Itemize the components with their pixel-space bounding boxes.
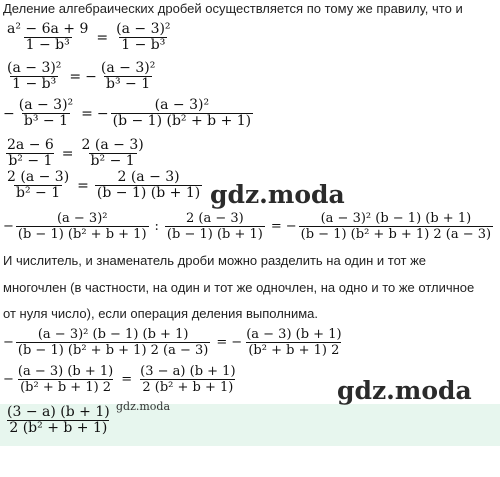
- fraction: $\frac{2 (a - 3)}{\text{b² − 1}}$: [81, 137, 144, 169]
- fraction: $\frac{\text{(a − 3)²}}{\text{(b − 1) (b² + b + 1)}}$: [17, 211, 147, 242]
- equation-7: − $\frac{\text{(a − 3)² (b − 1) (b + 1)}}{\text{(b − 1) (b² + b + 1) 2 (a − 3)}}$ = − $\frac{(a - 3) (b + 1)}{\text{(b² + b + 1) 2}}$: [3, 327, 342, 358]
- equation-1: $\frac{\text{a² − 6a + 9}}{\text{1 − b³}}$ = $\frac{\text{(a − 3)²}}{\text{1 − b³}}$: [7, 21, 171, 53]
- intro-text: Деление алгебраических дробей осуществляется по тому же правилу, что и: [3, 1, 463, 16]
- watermark: gdz.moda: [337, 376, 472, 405]
- fraction: $\frac{\text{(a − 3)² (b − 1) (b + 1)}}{\text{(b − 1) (b² + b + 1) 2 (a − 3)}}$: [17, 327, 209, 358]
- fraction: $\frac{2a - 6}{\text{b² − 1}}$: [7, 137, 54, 169]
- equation-2: $\frac{\text{(a − 3)²}}{\text{1 − b³}}$ = − $\frac{\text{(a − 3)²}}{\text{b³ − 1}}$: [7, 60, 156, 92]
- fraction: $\frac{\text{(a − 3)²}}{\text{b³ − 1}}$: [100, 60, 156, 92]
- fraction: $\frac{2 (a - 3)}{(b - 1) (b + 1)}$: [96, 169, 201, 201]
- fraction: $\frac{\text{(a − 3)²}}{\text{b³ − 1}}$: [18, 97, 74, 129]
- fraction: $\frac{2 (a - 3)}{\text{b² − 1}}$: [7, 169, 70, 201]
- fraction: $\frac{\text{(a − 3)²}}{\text{1 − b³}}$: [7, 60, 62, 92]
- explanation-line-2: многочлен (в частности, на один и тот же одночлен, на одно и то же отличное: [3, 280, 475, 295]
- fraction: $\frac{(a - 3) (b + 1)}{\text{(b² + b + 1) 2}}$: [246, 327, 342, 358]
- explanation-line-3: от нуля число), если операция деления выполнима.: [3, 306, 319, 321]
- fraction: $\frac{\text{(a − 3)²}}{\text{(b − 1) (b² + b + 1)}}$: [112, 97, 252, 129]
- equation-6: − $\frac{\text{(a − 3)²}}{\text{(b − 1) (b² + b + 1)}}$ : $\frac{2 (a - 3)}{(b - 1) (b + 1)}$ = − $\frac{\text{(a − 3)² (b − 1) (b + 1)}}{\text{(b − 1) (b² + b + 1) 2 (a − 3)}}$: [3, 211, 492, 242]
- fraction: $\frac{(a - 3) (b + 1)}{\text{(b² + b + 1) 2}}$: [17, 364, 114, 395]
- explanation-line-1: И числитель, и знаменатель дроби можно разделить на один и тот же: [3, 253, 427, 268]
- fraction: $\frac{(3 - a) (b + 1)}{\text{2 (b² + b + 1)}}$: [140, 364, 236, 395]
- fraction: $\frac{\text{(a − 3)²}}{\text{1 − b³}}$: [116, 21, 171, 53]
- equation-4: $\frac{2a - 6}{\text{b² − 1}}$ = $\frac{2 (a - 3)}{\text{b² − 1}}$: [7, 137, 144, 169]
- fraction: $\frac{\text{(a − 3)² (b − 1) (b + 1)}}{\text{(b − 1) (b² + b + 1) 2 (a − 3)}}$: [300, 211, 492, 242]
- fraction: $\frac{2 (a - 3)}{(b - 1) (b + 1)}$: [166, 211, 263, 242]
- watermark: gdz.moda: [210, 180, 345, 209]
- answer-fraction: $\frac{(3 - a) (b + 1)}{\text{2 (b² + b + 1)}}$: [7, 404, 110, 436]
- equation-5: $\frac{2 (a - 3)}{\text{b² − 1}}$ = $\frac{2 (a - 3)}{(b - 1) (b + 1)}$: [7, 169, 201, 201]
- watermark-small: gdz.moda: [116, 400, 171, 413]
- equation-8: − $\frac{(a - 3) (b + 1)}{\text{(b² + b + 1) 2}}$ = $\frac{(3 - a) (b + 1)}{\text{2 (b² + b + 1)}}$: [3, 364, 236, 395]
- fraction: $\frac{\text{a² − 6a + 9}}{\text{1 − b³}}$: [7, 21, 89, 53]
- equation-3: − $\frac{\text{(a − 3)²}}{\text{b³ − 1}}$ = − $\frac{\text{(a − 3)²}}{\text{(b − 1) (b² + b + 1)}}$: [3, 97, 252, 129]
- answer-equation: [3, 405, 114, 436]
